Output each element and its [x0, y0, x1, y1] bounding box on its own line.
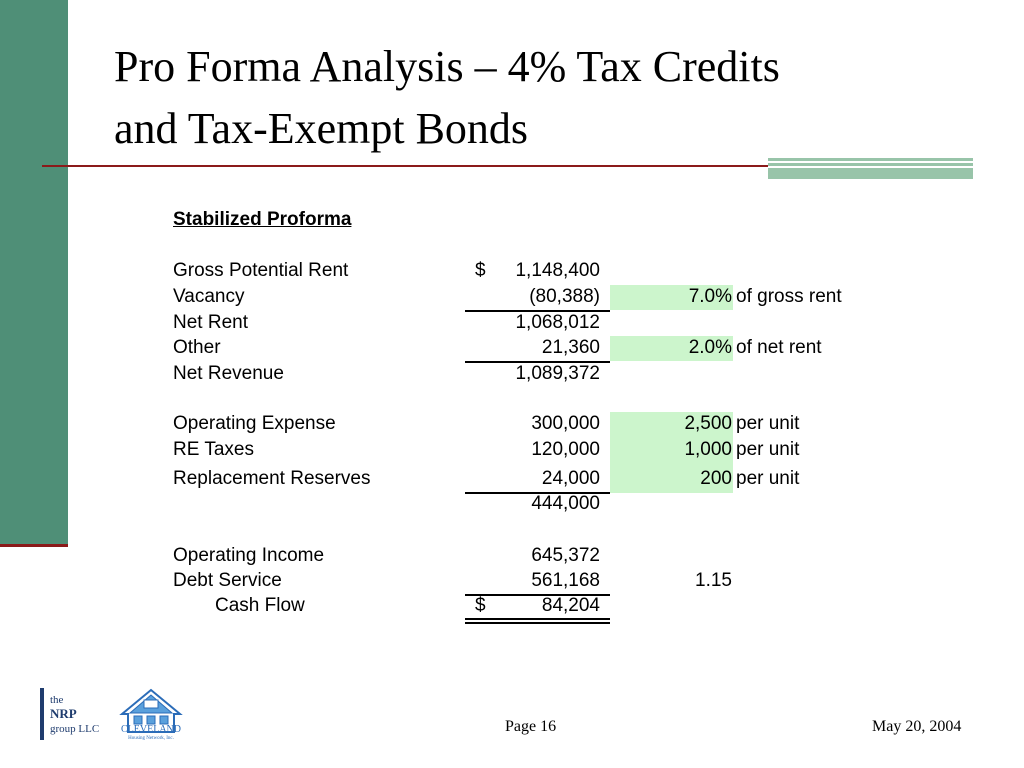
row-label-vacancy: Vacancy	[173, 286, 245, 307]
value-cash-flow: 84,204	[541, 595, 600, 616]
proforma-heading: Stabilized Proforma	[173, 209, 352, 230]
value-operating-income: 645,372	[531, 545, 600, 566]
row-label-gross-potential-rent: Gross Potential Rent	[173, 260, 349, 281]
nrp-logo-line1: the	[50, 694, 64, 706]
nrp-logo-bar	[40, 688, 44, 740]
re-taxes-per-unit: 1,000	[684, 439, 732, 460]
slide-date: May 20, 2004	[872, 718, 962, 735]
currency-symbol: $	[475, 595, 486, 616]
cleveland-logo-line1: CLEVELAND	[121, 724, 181, 735]
slide-title-line1: Pro Forma Analysis – 4% Tax Credits	[114, 42, 780, 91]
value-vacancy: (80,388)	[529, 286, 600, 307]
row-label-re-taxes: RE Taxes	[173, 439, 254, 460]
nrp-logo-line2: NRP	[50, 706, 77, 721]
replacement-reserves-per-unit: 200	[700, 468, 732, 489]
value-operating-expense: 300,000	[531, 413, 600, 434]
operating-expense-per-unit: 2,500	[684, 413, 732, 434]
double-underline-bottom	[465, 622, 610, 624]
value-net-revenue: 1,089,372	[515, 363, 600, 384]
double-underline-top	[465, 618, 610, 620]
operating-expense-note: per unit	[736, 413, 800, 434]
row-label-operating-income: Operating Income	[173, 545, 325, 566]
row-label-replacement-reserves: Replacement Reserves	[173, 468, 371, 489]
debt-service-coverage: 1.15	[695, 570, 732, 591]
vacancy-note: of gross rent	[736, 286, 842, 307]
row-label-debt-service: Debt Service	[173, 570, 282, 591]
currency-symbol: $	[475, 260, 486, 281]
slide-title	[114, 36, 994, 160]
row-label-other: Other	[173, 337, 221, 358]
row-label-operating-expense: Operating Expense	[173, 413, 336, 434]
value-replacement-reserves: 24,000	[541, 468, 600, 489]
value-debt-service: 561,168	[531, 570, 600, 591]
cleveland-logo-line2: Housing Network, Inc.	[128, 736, 174, 741]
title-accent-block	[768, 168, 973, 179]
value-net-rent: 1,068,012	[515, 312, 600, 333]
vacancy-pct: 7.0%	[688, 286, 732, 307]
slide-title-line2: and Tax-Exempt Bonds	[114, 104, 529, 153]
cleveland-housing-logo	[118, 688, 184, 742]
row-label-cash-flow: Cash Flow	[215, 595, 305, 616]
other-pct: 2.0%	[688, 337, 732, 358]
value-re-taxes: 120,000	[531, 439, 600, 460]
replacement-reserves-note: per unit	[736, 468, 800, 489]
value-other: 21,360	[541, 337, 600, 358]
left-accent-rule	[0, 544, 68, 547]
page-number: Page 16	[505, 718, 557, 735]
value-gross-potential-rent: 1,148,400	[515, 260, 600, 281]
value-total-expenses: 444,000	[531, 493, 600, 514]
re-taxes-note: per unit	[736, 439, 800, 460]
left-accent-bar	[0, 0, 68, 546]
nrp-logo	[50, 693, 99, 736]
row-label-net-revenue: Net Revenue	[173, 363, 284, 384]
nrp-logo-line3: group LLC	[50, 723, 100, 735]
title-divider	[42, 165, 768, 167]
row-label-net-rent: Net Rent	[173, 312, 248, 333]
other-note: of net rent	[736, 337, 822, 358]
